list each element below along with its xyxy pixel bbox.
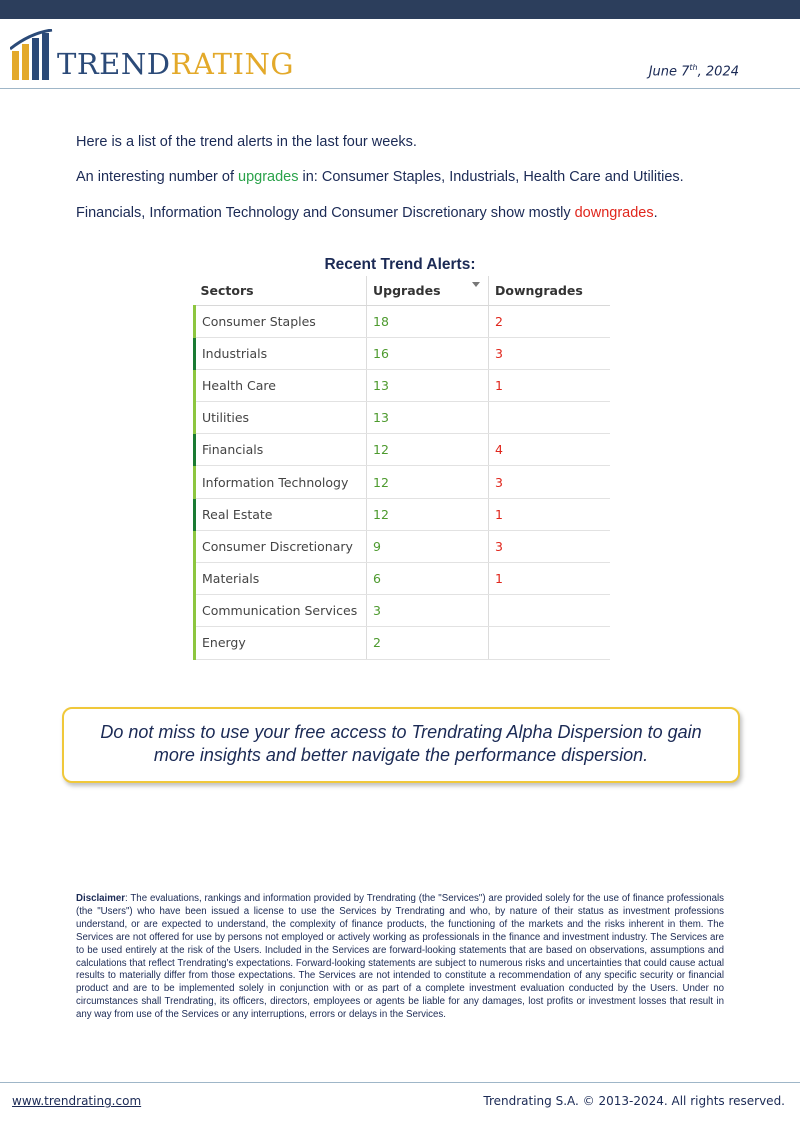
downgrades-cell: 1 [489, 563, 610, 595]
downgrades-cell: 4 [489, 434, 610, 466]
upgrades-cell: 18 [367, 305, 489, 337]
sector-cell: Utilities [195, 402, 367, 434]
alpha-dispersion-callout: Do not miss to use your free access to Trendrating Alpha Dispersion to gain more insights and better navigate the performance dispersion. [62, 707, 740, 783]
report-date: June 7th, 2024 [648, 63, 739, 80]
downgrades-cell [489, 627, 610, 659]
intro-line-3: Financials, Information Technology and Consumer Discretionary show mostly downgrades. [76, 205, 658, 221]
table-header-row [195, 276, 610, 305]
column-header-downgrades[interactable]: Downgrades [489, 276, 610, 305]
trendrating-logo [10, 29, 300, 83]
sector-cell: Materials [195, 563, 367, 595]
upgrades-cell: 13 [367, 402, 489, 434]
sort-descending-icon [472, 282, 480, 287]
sector-cell: Financials [195, 434, 367, 466]
table-row[interactable] [195, 627, 610, 659]
table-row[interactable] [195, 434, 610, 466]
header-divider [0, 88, 800, 89]
upgrades-cell: 12 [367, 434, 489, 466]
upgrades-cell: 12 [367, 466, 489, 498]
sector-cell: Information Technology [195, 466, 367, 498]
downgrades-cell: 3 [489, 337, 610, 369]
table-row[interactable] [195, 530, 610, 562]
sector-cell: Communication Services [195, 595, 367, 627]
downgrades-cell: 1 [489, 498, 610, 530]
table-row[interactable] [195, 563, 610, 595]
disclaimer: Disclaimer: The evaluations, rankings and information provided by Trendrating (the "Services") are provided solely for the use of finance professionals (the "Users") who have been issued a license to use the Services by Trendrating and who, by nature of their status as investment professions understand, or are expected to understand, the complexity of finance products, the functioning of the markets and the risks inherent in them. The Services are not offered for use by persons not employed or actively working as professionals in the finance and investment industry. The Services are to be used entirely at the risk of the Users. Included in the Services are forward-looking statements that are based on observations, assumptions and calculations that reflect Trendrating's expectations. Forward-looking statements are subject to numerous risks and uncertainties that could cause actual results to materially differ from those expectations. The Services are not intended to constitute a recommendation of any specific security or financial product and are to be implemented solely in conjunction with or as part of a complete investment evaluation conducted by the Users. Under no circumstances shall Trendrating, its officers, directors, employees or agents be liable for any damages, lost profits or investment losses that result in any way from use of the Services or any interruptions, errors or delays in the Services. [76, 893, 724, 1021]
downgrades-cell [489, 595, 610, 627]
upgrades-cell: 13 [367, 369, 489, 401]
table-row[interactable] [195, 595, 610, 627]
column-header-sectors[interactable]: Sectors [195, 276, 367, 305]
table-row[interactable] [195, 466, 610, 498]
sector-cell: Consumer Discretionary [195, 530, 367, 562]
top-band [0, 0, 800, 19]
intro-line-1: Here is a list of the trend alerts in the last four weeks. [76, 134, 417, 150]
upgrades-cell: 2 [367, 627, 489, 659]
copyright: Trendrating S.A. © 2013-2024. All rights reserved. [483, 1094, 785, 1108]
upgrades-highlight: upgrades [238, 169, 299, 185]
downgrades-cell: 3 [489, 466, 610, 498]
sector-cell: Energy [195, 627, 367, 659]
downgrades-highlight: downgrades [574, 205, 654, 221]
downgrades-cell [489, 402, 610, 434]
column-header-upgrades[interactable]: Upgrades [367, 276, 489, 305]
upgrades-cell: 6 [367, 563, 489, 595]
downgrades-cell: 2 [489, 305, 610, 337]
bar-chart-logo-icon [10, 29, 56, 83]
upgrades-cell: 12 [367, 498, 489, 530]
table-row[interactable] [195, 337, 610, 369]
table-row[interactable] [195, 369, 610, 401]
sector-cell: Consumer Staples [195, 305, 367, 337]
sector-cell: Real Estate [195, 498, 367, 530]
downgrades-cell: 3 [489, 530, 610, 562]
sector-cell: Health Care [195, 369, 367, 401]
logo-wordmark: TRENDRATING [57, 47, 295, 81]
table-title: Recent Trend Alerts: [324, 256, 476, 273]
downgrades-cell: 1 [489, 369, 610, 401]
table-row[interactable] [195, 498, 610, 530]
footer-divider [0, 1082, 800, 1083]
table-row[interactable] [195, 305, 610, 337]
upgrades-cell: 9 [367, 530, 489, 562]
upgrades-cell: 3 [367, 595, 489, 627]
website-link[interactable]: www.trendrating.com [12, 1094, 142, 1108]
table-row[interactable] [195, 402, 610, 434]
intro-line-2: An interesting number of upgrades in: Consumer Staples, Industrials, Health Care and Utilities. [76, 169, 684, 185]
upgrades-cell: 16 [367, 337, 489, 369]
trend-alerts-table [193, 276, 610, 660]
sector-cell: Industrials [195, 337, 367, 369]
